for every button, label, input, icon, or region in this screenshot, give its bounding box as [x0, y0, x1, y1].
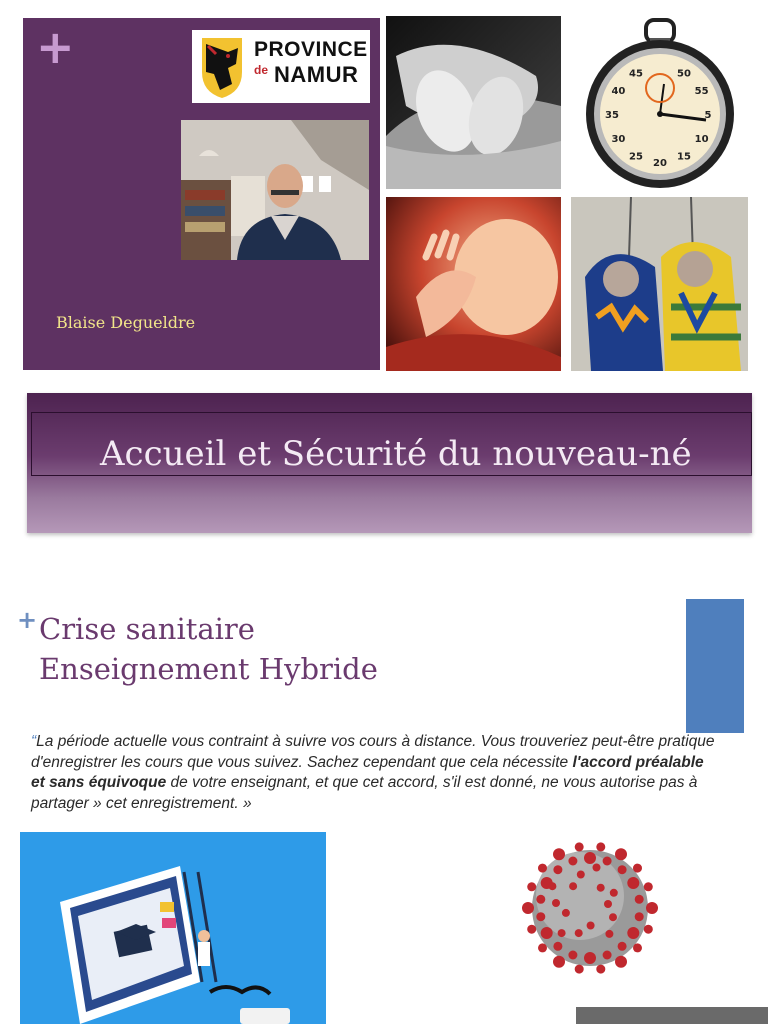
virus-spike	[584, 852, 596, 864]
virus-spike	[609, 913, 617, 921]
stopwatch-number: 50	[677, 68, 691, 80]
virus-spike	[593, 864, 601, 872]
coronavirus-image	[510, 820, 670, 990]
virus-spike	[575, 842, 584, 851]
online-learning-illustration	[20, 832, 326, 1024]
virus-spike	[558, 929, 566, 937]
virus-spike	[618, 865, 627, 874]
presentation-title: Accueil et Sécurité du nouveau-né	[100, 434, 692, 474]
quote-text-part2: de votre enseignant, et que cet accord, s'il est donné, ne vous autorise pas à partager » cet enregistrement. »	[31, 774, 698, 812]
virus-spike	[596, 842, 605, 851]
stopwatch-number: 15	[677, 151, 691, 163]
virus-spike	[536, 912, 545, 921]
virus-spike	[605, 930, 613, 938]
swaddled-babies-photo	[571, 197, 748, 371]
heading-enseignement-hybride: Enseignement Hybride	[39, 652, 378, 686]
plus-icon: +	[17, 606, 38, 634]
virus-spike	[575, 965, 584, 974]
crest-icon	[198, 34, 246, 100]
stopwatch-number: 10	[694, 134, 709, 145]
virus-spike	[553, 865, 562, 874]
stopwatch-number: 30	[611, 134, 626, 145]
virus-spike	[553, 956, 565, 968]
corner-photo-fragment	[576, 1007, 768, 1024]
virus-spike	[562, 909, 570, 917]
virus-spike	[627, 927, 639, 939]
virus-spike	[587, 922, 595, 930]
virus-spike	[603, 857, 612, 866]
virus-spike	[577, 871, 585, 879]
author-name: Blaise Degueldre	[56, 313, 196, 332]
virus-spike	[584, 952, 596, 964]
virus-spike	[615, 956, 627, 968]
virus-spike	[568, 951, 577, 960]
quote-mark: “	[31, 733, 37, 750]
stopwatch-number: 45	[629, 68, 643, 80]
virus-spike	[552, 899, 560, 907]
logo-text-namur: NAMUR	[274, 62, 359, 87]
accent-block	[686, 599, 744, 733]
virus-spike	[627, 877, 639, 889]
virus-spike	[644, 882, 653, 891]
virus-spike	[575, 929, 583, 937]
stopwatch-number: 5	[704, 110, 712, 121]
virus-spike	[603, 951, 612, 960]
stopwatch-number: 40	[611, 86, 626, 97]
quote-text-part1: La période actuelle vous contraint à suivre vos cours à distance. Vous trouveriez peut-être pratique d'enregistrer les cours que vous suivez. Sachez cependant que cela nécessite	[31, 733, 715, 771]
virus-spike	[597, 884, 605, 892]
webcam-photo	[181, 120, 369, 260]
virus-spike	[538, 864, 547, 873]
virus-spike	[527, 882, 536, 891]
virus-spike	[522, 902, 534, 914]
virus-spike	[527, 925, 536, 934]
virus-spike	[633, 943, 642, 952]
heading-crise-sanitaire: Crise sanitaire	[39, 612, 255, 646]
virus-spike	[541, 927, 553, 939]
stopwatch-number: 35	[605, 110, 619, 121]
virus-spike	[604, 900, 612, 908]
virus-spike	[644, 925, 653, 934]
virus-spike	[635, 895, 644, 904]
virus-spike	[596, 965, 605, 974]
virus-spike	[553, 848, 565, 860]
stopwatch-number: 55	[694, 86, 709, 97]
fetus-photo	[386, 197, 561, 371]
virus-spike	[536, 895, 545, 904]
virus-spike	[633, 864, 642, 873]
stopwatch-number: 20	[653, 158, 667, 169]
stopwatch-number: 25	[629, 151, 643, 163]
stopwatch-photo	[568, 16, 744, 189]
plus-icon: +	[36, 20, 75, 74]
virus-spike	[646, 902, 658, 914]
virus-spike	[615, 848, 627, 860]
quote-paragraph	[31, 732, 721, 814]
virus-spike	[635, 912, 644, 921]
baby-feet-hands-photo	[386, 16, 561, 189]
logo-text-province: PROVINCE	[254, 38, 368, 61]
virus-spike	[618, 942, 627, 951]
virus-spike	[610, 889, 618, 897]
virus-spike	[548, 882, 556, 890]
title-slide	[0, 0, 768, 380]
virus-spike	[568, 857, 577, 866]
virus-spike	[569, 882, 577, 890]
province-namur-logo	[192, 30, 370, 103]
virus-spike	[553, 942, 562, 951]
virus-spike	[538, 943, 547, 952]
logo-text-de: de	[254, 63, 269, 77]
quote-emphasis: l'accord préalable et sans équivoque	[31, 753, 704, 791]
